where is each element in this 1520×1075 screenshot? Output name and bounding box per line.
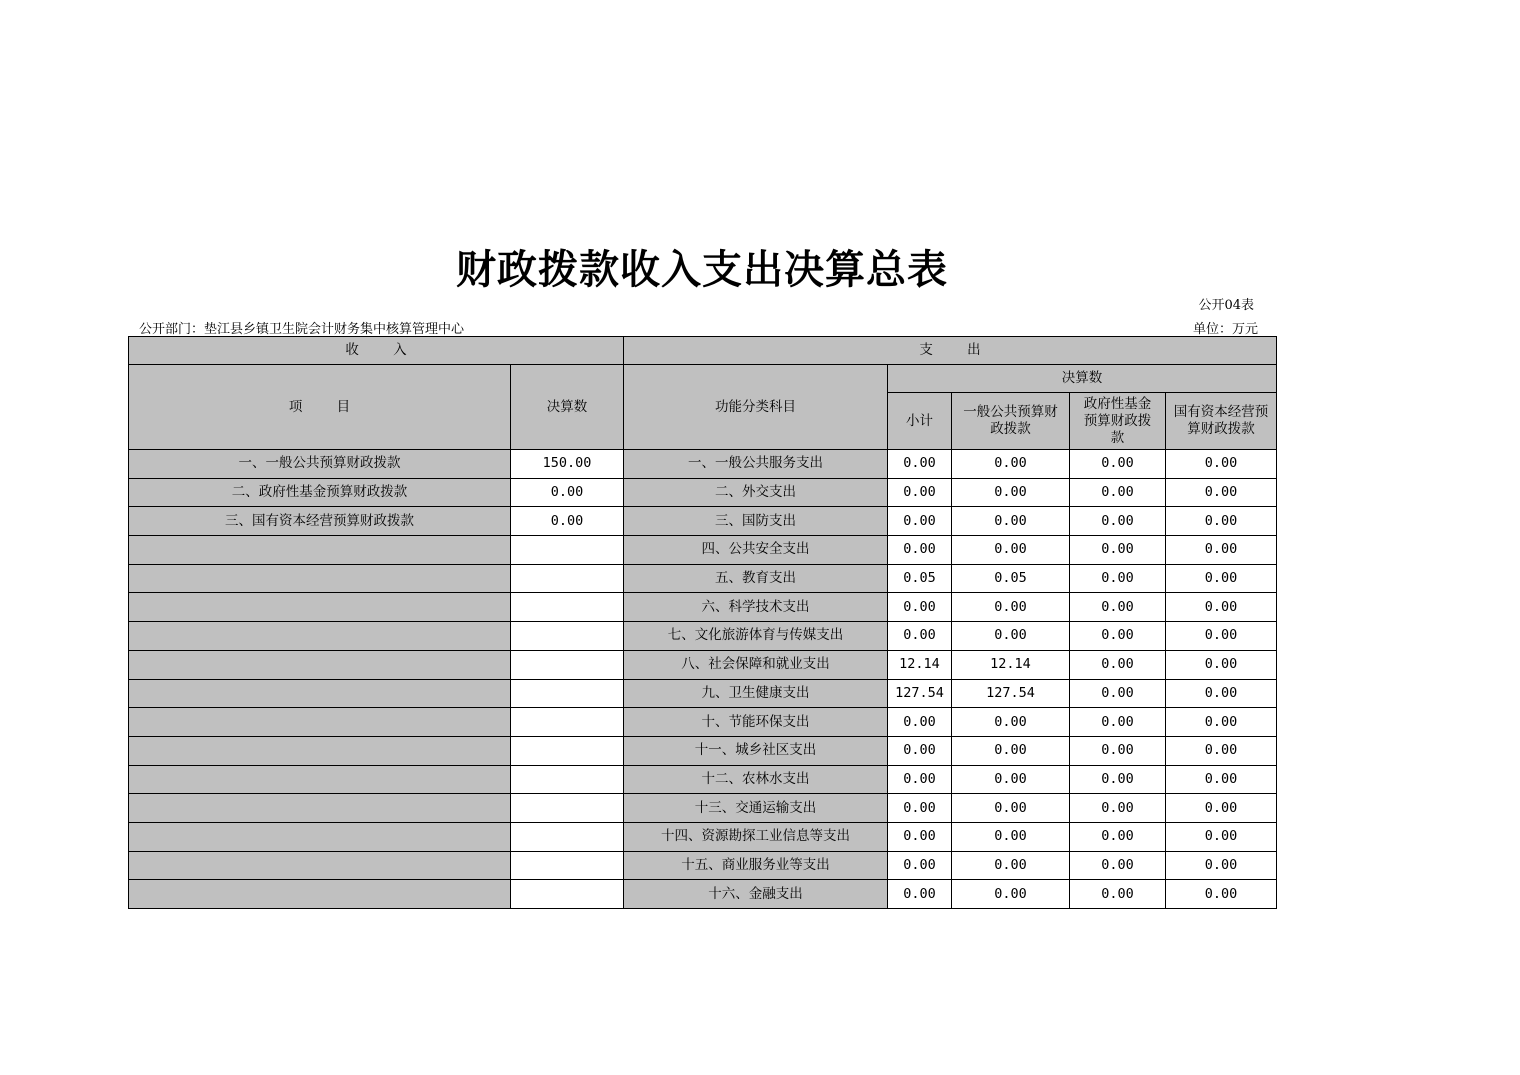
state-capital-cell: 0.00 [1166,507,1277,536]
income-item-cell [129,880,511,909]
gov-fund-cell: 0.00 [1070,851,1166,880]
gov-fund-cell: 0.00 [1070,650,1166,679]
general-budget-cell: 0.00 [952,593,1070,622]
expense-item-cell: 三、国防支出 [624,507,888,536]
general-budget-cell: 0.00 [952,822,1070,851]
table-row [129,650,1277,679]
table-row [129,622,1277,651]
state-capital-cell: 0.00 [1166,564,1277,593]
subtotal-cell: 0.00 [888,536,952,565]
table-row [129,736,1277,765]
expense-item-cell: 十、节能环保支出 [624,708,888,737]
subtotal-cell: 0.00 [888,765,952,794]
income-amount-cell [511,765,624,794]
general-budget-cell: 0.00 [952,765,1070,794]
income-item-cell [129,679,511,708]
income-item-cell [129,708,511,737]
state-capital-cell: 0.00 [1166,450,1277,479]
income-amount-cell [511,794,624,823]
state-capital-header: 国有资本经营预算财政拨款 [1166,393,1277,450]
expense-item-cell: 九、卫生健康支出 [624,679,888,708]
gov-fund-cell: 0.00 [1070,765,1166,794]
gov-fund-cell: 0.00 [1070,822,1166,851]
table-row [129,708,1277,737]
subtotal-cell: 0.00 [888,593,952,622]
income-item-cell [129,593,511,622]
income-item-cell: 三、国有资本经营预算财政拨款 [129,507,511,536]
expense-item-cell: 十三、交通运输支出 [624,794,888,823]
expense-item-cell: 五、教育支出 [624,564,888,593]
income-amount-cell: 0.00 [511,478,624,507]
item-header: 项 目 [129,365,511,450]
report-title: 财政拨款收入支出决算总表 [456,246,948,293]
subtotal-header: 小计 [888,393,952,450]
expense-item-cell: 一、一般公共服务支出 [624,450,888,479]
table-row [129,679,1277,708]
expense-amount-header: 决算数 [888,365,1277,393]
income-amount-cell [511,650,624,679]
table-row [129,593,1277,622]
income-amount-cell [511,564,624,593]
gov-fund-cell: 0.00 [1070,679,1166,708]
income-amount-cell [511,708,624,737]
gov-fund-cell: 0.00 [1070,536,1166,565]
general-budget-cell: 12.14 [952,650,1070,679]
state-capital-cell: 0.00 [1166,536,1277,565]
income-amount-cell [511,851,624,880]
income-item-cell [129,822,511,851]
general-budget-cell: 0.00 [952,708,1070,737]
gov-fund-cell: 0.00 [1070,507,1166,536]
income-item-cell: 二、政府性基金预算财政拨款 [129,478,511,507]
general-budget-cell: 0.00 [952,507,1070,536]
income-header: 收 入 [129,337,624,365]
income-amount-cell [511,679,624,708]
expense-item-cell: 七、文化旅游体育与传媒支出 [624,622,888,651]
subtotal-cell: 0.00 [888,478,952,507]
income-amount-cell [511,880,624,909]
income-item-cell [129,736,511,765]
general-budget-cell: 0.00 [952,536,1070,565]
table-row [129,507,1277,536]
expense-header: 支 出 [624,337,1277,365]
header-row-1 [129,337,1277,365]
gov-fund-cell: 0.00 [1070,593,1166,622]
subtotal-cell: 0.05 [888,564,952,593]
income-amount-cell: 0.00 [511,507,624,536]
expense-item-cell: 十一、城乡社区支出 [624,736,888,765]
subtotal-cell: 0.00 [888,708,952,737]
table-row [129,880,1277,909]
income-item-cell [129,564,511,593]
expense-item-cell: 十六、金融支出 [624,880,888,909]
header-row-2 [129,365,1277,393]
subtotal-cell: 0.00 [888,880,952,909]
general-budget-cell: 0.00 [952,736,1070,765]
subtotal-cell: 0.00 [888,851,952,880]
general-budget-cell: 127.54 [952,679,1070,708]
department-label: 公开部门：垫江县乡镇卫生院会计财务集中核算管理中心 [139,322,465,337]
gov-fund-header: 政府性基金预算财政拨款 [1070,393,1166,450]
state-capital-cell: 0.00 [1166,822,1277,851]
table-row [129,822,1277,851]
expense-item-cell: 六、科学技术支出 [624,593,888,622]
income-amount-header: 决算数 [511,365,624,450]
income-amount-cell [511,622,624,651]
expense-item-cell: 八、社会保障和就业支出 [624,650,888,679]
subtotal-cell: 0.00 [888,794,952,823]
state-capital-cell: 0.00 [1166,478,1277,507]
general-budget-cell: 0.05 [952,564,1070,593]
state-capital-cell: 0.00 [1166,851,1277,880]
general-budget-cell: 0.00 [952,478,1070,507]
gov-fund-cell: 0.00 [1070,622,1166,651]
subtotal-cell: 127.54 [888,679,952,708]
subtotal-cell: 0.00 [888,450,952,479]
general-budget-cell: 0.00 [952,622,1070,651]
general-budget-cell: 0.00 [952,450,1070,479]
form-code: 公开04表 [1198,298,1254,313]
general-budget-cell: 0.00 [952,851,1070,880]
function-category-header: 功能分类科目 [624,365,888,450]
expense-item-cell: 十二、农林水支出 [624,765,888,794]
income-amount-cell [511,536,624,565]
income-amount-cell [511,822,624,851]
subtotal-cell: 12.14 [888,650,952,679]
state-capital-cell: 0.00 [1166,794,1277,823]
state-capital-cell: 0.00 [1166,622,1277,651]
table-row [129,851,1277,880]
expense-item-cell: 四、公共安全支出 [624,536,888,565]
income-item-cell [129,851,511,880]
gov-fund-cell: 0.00 [1070,794,1166,823]
table-row [129,478,1277,507]
income-item-cell [129,622,511,651]
income-item-cell: 一、一般公共预算财政拨款 [129,450,511,479]
income-amount-cell [511,593,624,622]
budget-table [128,336,1277,909]
state-capital-cell: 0.00 [1166,593,1277,622]
table-row [129,794,1277,823]
gov-fund-cell: 0.00 [1070,478,1166,507]
income-item-cell [129,765,511,794]
general-budget-cell: 0.00 [952,794,1070,823]
general-budget-header: 一般公共预算财政拨款 [952,393,1070,450]
state-capital-cell: 0.00 [1166,679,1277,708]
table-row [129,450,1277,479]
gov-fund-cell: 0.00 [1070,564,1166,593]
state-capital-cell: 0.00 [1166,650,1277,679]
subtotal-cell: 0.00 [888,822,952,851]
table-row [129,765,1277,794]
table-row [129,536,1277,565]
income-item-cell [129,650,511,679]
income-amount-cell: 150.00 [511,450,624,479]
gov-fund-cell: 0.00 [1070,880,1166,909]
income-amount-cell [511,736,624,765]
subtotal-cell: 0.00 [888,622,952,651]
state-capital-cell: 0.00 [1166,880,1277,909]
expense-item-cell: 十四、资源勘探工业信息等支出 [624,822,888,851]
state-capital-cell: 0.00 [1166,736,1277,765]
subtotal-cell: 0.00 [888,736,952,765]
table-row [129,564,1277,593]
expense-item-cell: 二、外交支出 [624,478,888,507]
unit-label: 单位：万元 [1192,322,1258,337]
income-item-cell [129,794,511,823]
general-budget-cell: 0.00 [952,880,1070,909]
subtotal-cell: 0.00 [888,507,952,536]
expense-item-cell: 十五、商业服务业等支出 [624,851,888,880]
gov-fund-cell: 0.00 [1070,708,1166,737]
gov-fund-cell: 0.00 [1070,736,1166,765]
gov-fund-cell: 0.00 [1070,450,1166,479]
state-capital-cell: 0.00 [1166,708,1277,737]
income-item-cell [129,536,511,565]
state-capital-cell: 0.00 [1166,765,1277,794]
